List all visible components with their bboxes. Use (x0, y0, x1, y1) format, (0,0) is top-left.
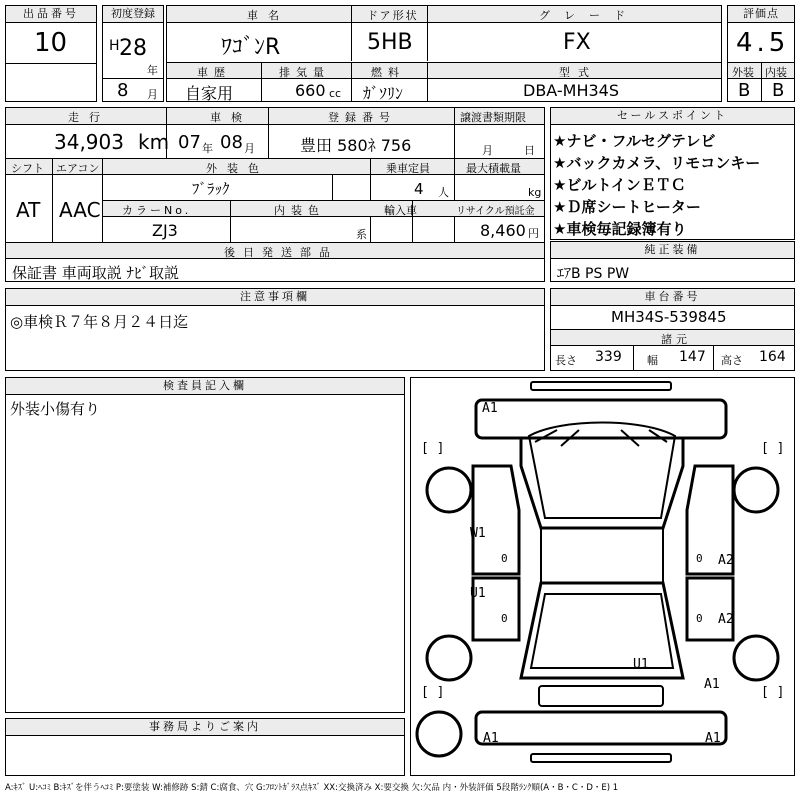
inspection-year: 07 (178, 132, 201, 153)
mileage-unit: km (138, 130, 170, 154)
sales-point-item: ★ナビ・フルセグテレビ (553, 132, 716, 150)
equipment: ｴｱB PS PW (557, 266, 630, 282)
shift: AT (16, 198, 41, 222)
reg-no: 豊田 580ﾈ 756 (300, 136, 412, 155)
max-load-label: 最大積載量 (466, 162, 521, 175)
later-parts: 保証書 車両取説 ﾅﾋﾞ取説 (12, 264, 180, 282)
inspection-label: 車検 (210, 111, 252, 124)
ext-color-label: 外装色 (206, 162, 269, 175)
transfer-month-unit: 月 (482, 144, 493, 157)
damage-mark: U1 (633, 657, 649, 672)
zero-mark: 0 (696, 552, 703, 565)
score: 4.5 (736, 28, 790, 58)
model-label: 型式 (559, 66, 597, 79)
model: DBA-MH34S (523, 81, 620, 100)
first-reg-month: 8 (117, 80, 129, 101)
shift-label: シフト (11, 162, 44, 175)
displacement-unit: cc (329, 87, 342, 100)
fuel-label: 燃料 (371, 66, 405, 79)
length-label: 長さ (555, 354, 577, 367)
int-color-unit: 系 (356, 228, 367, 241)
inspection-month: 08 (220, 132, 243, 153)
history: 自家用 (185, 84, 234, 103)
height-label: 高さ (721, 354, 743, 367)
mileage-label: 走行 (68, 111, 110, 124)
equipment-label: 純正装備 (551, 242, 794, 259)
int-color-label: 内装色 (274, 204, 325, 217)
inspector-notes: 外装小傷有り (10, 400, 101, 418)
grade-label: グレード (539, 9, 639, 22)
sales-point-item: ★Ｄ席シートヒーター (553, 198, 701, 216)
first-registration-box (102, 5, 164, 102)
first-reg-year: 28 (119, 36, 147, 61)
notes: ◎車検Ｒ７年８月２４日迄 (10, 313, 189, 331)
car-outline (411, 378, 794, 775)
color-no: ZJ3 (152, 221, 178, 240)
color-no-label: カラーNo. (122, 204, 192, 217)
damage-mark: U1 (470, 586, 486, 601)
inspector-label: 検査員記入欄 (6, 378, 404, 395)
car-name: ﾜｺﾞﾝR (221, 35, 281, 60)
transfer-label: 譲渡書類期限 (460, 111, 526, 124)
month-unit: 月 (147, 88, 158, 101)
lot-number-label: 出品番号 (6, 6, 96, 23)
first-reg-label: 初度登録 (103, 6, 163, 23)
sales-points-box (550, 107, 795, 240)
vehicle-details-box (5, 107, 545, 282)
transfer-day-unit: 日 (524, 144, 535, 157)
max-load-unit: kg (528, 186, 542, 199)
score-box (727, 5, 795, 102)
history-label: 車歴 (197, 66, 231, 79)
car-name-label: 車名 (247, 9, 289, 22)
svg-text:[ ]: [ ] (421, 685, 445, 700)
recycle-label: リサイクル預託金 (456, 206, 535, 217)
damage-mark: A1 (483, 731, 499, 746)
displacement-label: 排気量 (279, 66, 330, 79)
inspection-month-unit: 月 (244, 142, 255, 155)
era: H (109, 38, 120, 54)
capacity-unit: 人 (438, 186, 449, 199)
chassis-number: MH34S-539845 (611, 308, 727, 326)
dims-label: 諸元 (661, 333, 691, 346)
damage-mark: A2 (718, 553, 734, 568)
door-type: 5HB (367, 30, 413, 55)
score-label: 評価点 (728, 6, 794, 23)
year-unit: 年 (147, 64, 158, 77)
damage-mark: A1 (482, 401, 498, 416)
svg-text:[ ]: [ ] (761, 441, 785, 456)
lot-number-box (5, 5, 97, 102)
sales-point-item: ★バックカメラ、リモコンキー (553, 154, 761, 172)
height: 164 (759, 349, 786, 365)
width: 147 (679, 349, 706, 365)
svg-text:[ ]: [ ] (421, 441, 445, 456)
notes-label: 注意事項欄 (6, 289, 544, 306)
capacity-label: 乗車定員 (386, 162, 430, 175)
legend: A:ｷｽﾞ U:ﾍｺﾐ B:ｷｽﾞを伴うﾍｺﾐ P:要塗装 W:補修跡 S:錆 C:腐食、穴 G:ﾌﾛﾝﾄｶﾞﾗｽ点ｷｽﾞ XX:交換済み X:要交換 欠:欠品 内・外装評価 5段階ﾗﾝｸ順(A・B・C・D・E) 1 (5, 783, 619, 793)
damage-mark: W1 (470, 526, 486, 541)
damage-mark: A1 (705, 731, 721, 746)
office-box (5, 718, 405, 776)
equipment-box (550, 241, 795, 282)
notes-box (5, 288, 545, 371)
chassis-label: 車台番号 (551, 289, 794, 306)
zero-mark: 0 (696, 612, 703, 625)
interior-label: 内装 (765, 66, 787, 79)
fuel: ｶﾞｿﾘﾝ (363, 84, 404, 103)
exterior-label: 外装 (732, 66, 754, 79)
chassis-box (550, 288, 795, 371)
inspector-box (5, 377, 405, 713)
damage-diagram (410, 377, 795, 776)
width-label: 幅 (647, 354, 658, 367)
zero-mark: 0 (501, 612, 508, 625)
grade: FX (563, 30, 591, 55)
damage-mark: A2 (718, 612, 734, 627)
zero-mark: 0 (501, 552, 508, 565)
ac: AAC (59, 198, 101, 222)
capacity: 4 (414, 180, 424, 198)
import-label: 輸入車 (384, 204, 417, 217)
damage-mark: A1 (704, 677, 720, 692)
inspection-year-unit: 年 (202, 142, 213, 155)
displacement: 660 (295, 81, 326, 100)
lot-number: 10 (34, 28, 68, 58)
ac-label: エアコン (56, 162, 100, 175)
door-label: ドア形状 (367, 9, 419, 22)
mileage: 34,903 (54, 130, 124, 154)
interior-grade: B (772, 80, 785, 101)
sales-points-label: セールスポイント (551, 108, 794, 125)
office-label: 事務局よりご案内 (6, 719, 404, 736)
sales-point-item: ★車検毎記録簿有り (553, 220, 687, 238)
later-parts-label: 後日発送部品 (224, 246, 338, 259)
sales-point-item: ★ビルトインＥＴＣ (553, 176, 686, 194)
recycle-unit: 円 (528, 227, 539, 240)
exterior-grade: B (738, 80, 751, 101)
reg-no-label: 登録番号 (328, 111, 396, 124)
recycle: 8,460 (480, 221, 526, 240)
ext-color: ﾌﾞﾗｯｸ (192, 180, 230, 198)
length: 339 (595, 349, 622, 365)
svg-text:[ ]: [ ] (761, 685, 785, 700)
car-name-box (166, 5, 722, 102)
